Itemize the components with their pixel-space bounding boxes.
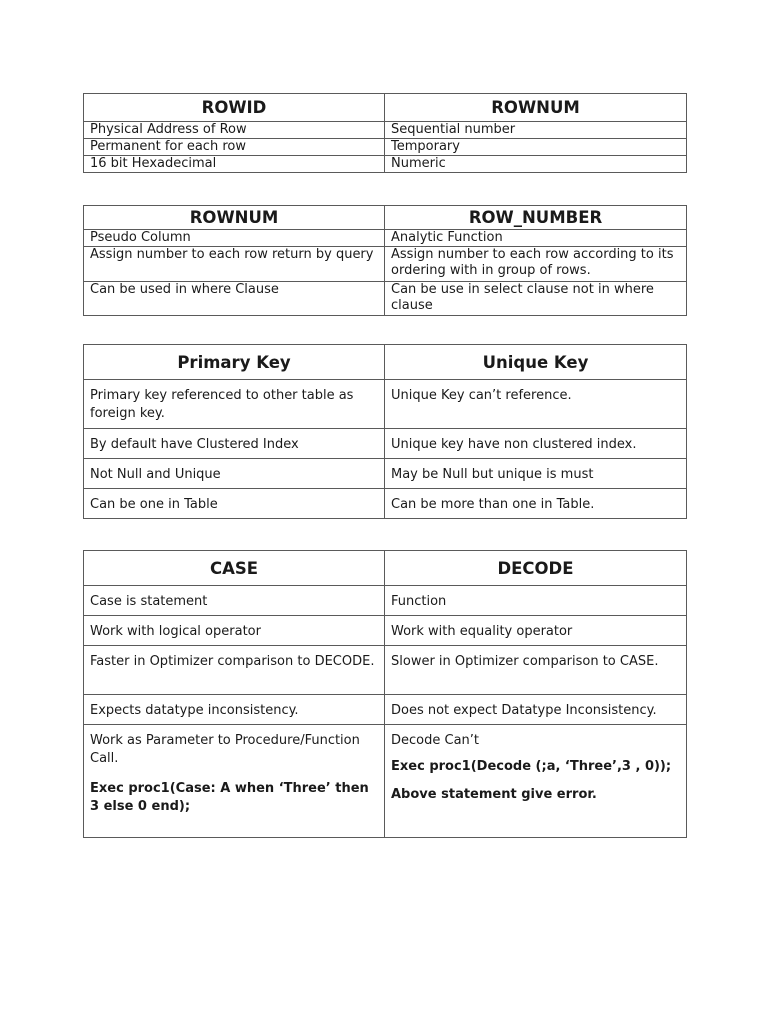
table-cell: Can be more than one in Table. [385,489,687,519]
table-cell: Not Null and Unique [84,459,385,489]
table-row [84,646,687,695]
table-row [84,247,687,282]
table-cell: Physical Address of Row [84,122,385,139]
table-cell: Can be one in Table [84,489,385,519]
table-row [84,282,687,316]
cell-text: Decode Can’t [391,733,480,748]
table-cell: Faster in Optimizer comparison to DECODE. [84,646,385,695]
rowid-rownum-table [83,93,687,173]
table-row [84,139,687,156]
table-cell: Function [385,586,687,616]
table-cell: Unique Key can’t reference. [385,380,687,429]
table-row [84,695,687,725]
table-cell [84,725,385,838]
code-example: Exec proc1(Case: A when ‘Three’ then 3 else 0 end); [90,781,369,814]
table-header-row [84,551,687,586]
table-cell: Can be use in select clause not in where clause [385,282,687,316]
table-cell: Work with logical operator [84,616,385,646]
table-row [84,156,687,173]
column-header: ROWNUM [84,206,385,230]
table-cell: By default have Clustered Index [84,429,385,459]
table-cell: Can be used in where Clause [84,282,385,316]
rownum-row-number-table [83,205,687,316]
table-cell: Case is statement [84,586,385,616]
table-cell: Analytic Function [385,230,687,247]
column-header: ROW_NUMBER [385,206,687,230]
table-cell: Sequential number [385,122,687,139]
table-row [84,429,687,459]
column-header: ROWID [84,94,385,122]
cell-text: Work as Parameter to Procedure/Function Call. [90,733,360,766]
code-example: Exec proc1(Decode (;a, ‘Three’,3 , 0)); [391,759,672,774]
column-header: Primary Key [84,345,385,380]
table-cell: May be Null but unique is must [385,459,687,489]
table-cell: Unique key have non clustered index. [385,429,687,459]
table-cell: Work with equality operator [385,616,687,646]
table-row [84,230,687,247]
table-cell: Assign number to each row return by query [84,247,385,282]
column-header: DECODE [385,551,687,586]
table-cell: Primary key referenced to other table as foreign key. [84,380,385,429]
table-row [84,459,687,489]
table-cell: Slower in Optimizer comparison to CASE. [385,646,687,695]
table-row [84,122,687,139]
column-header: ROWNUM [385,94,687,122]
table-header-row [84,345,687,380]
table-row [84,725,687,838]
primary-unique-key-table [83,344,687,519]
case-decode-table [83,550,687,838]
error-note: Above statement give error. [391,787,597,802]
table-row [84,380,687,429]
column-header: CASE [84,551,385,586]
table-cell: Assign number to each row according to its ordering with in group of rows. [385,247,687,282]
table-row [84,586,687,616]
table-cell: 16 bit Hexadecimal [84,156,385,173]
table-cell: Does not expect Datatype Inconsistency. [385,695,687,725]
table-row [84,616,687,646]
table-cell: Expects datatype inconsistency. [84,695,385,725]
table-cell: Numeric [385,156,687,173]
table-cell [385,725,687,838]
table-header-row [84,206,687,230]
table-cell: Pseudo Column [84,230,385,247]
column-header: Unique Key [385,345,687,380]
table-row [84,489,687,519]
table-cell: Temporary [385,139,687,156]
table-cell: Permanent for each row [84,139,385,156]
table-header-row [84,94,687,122]
